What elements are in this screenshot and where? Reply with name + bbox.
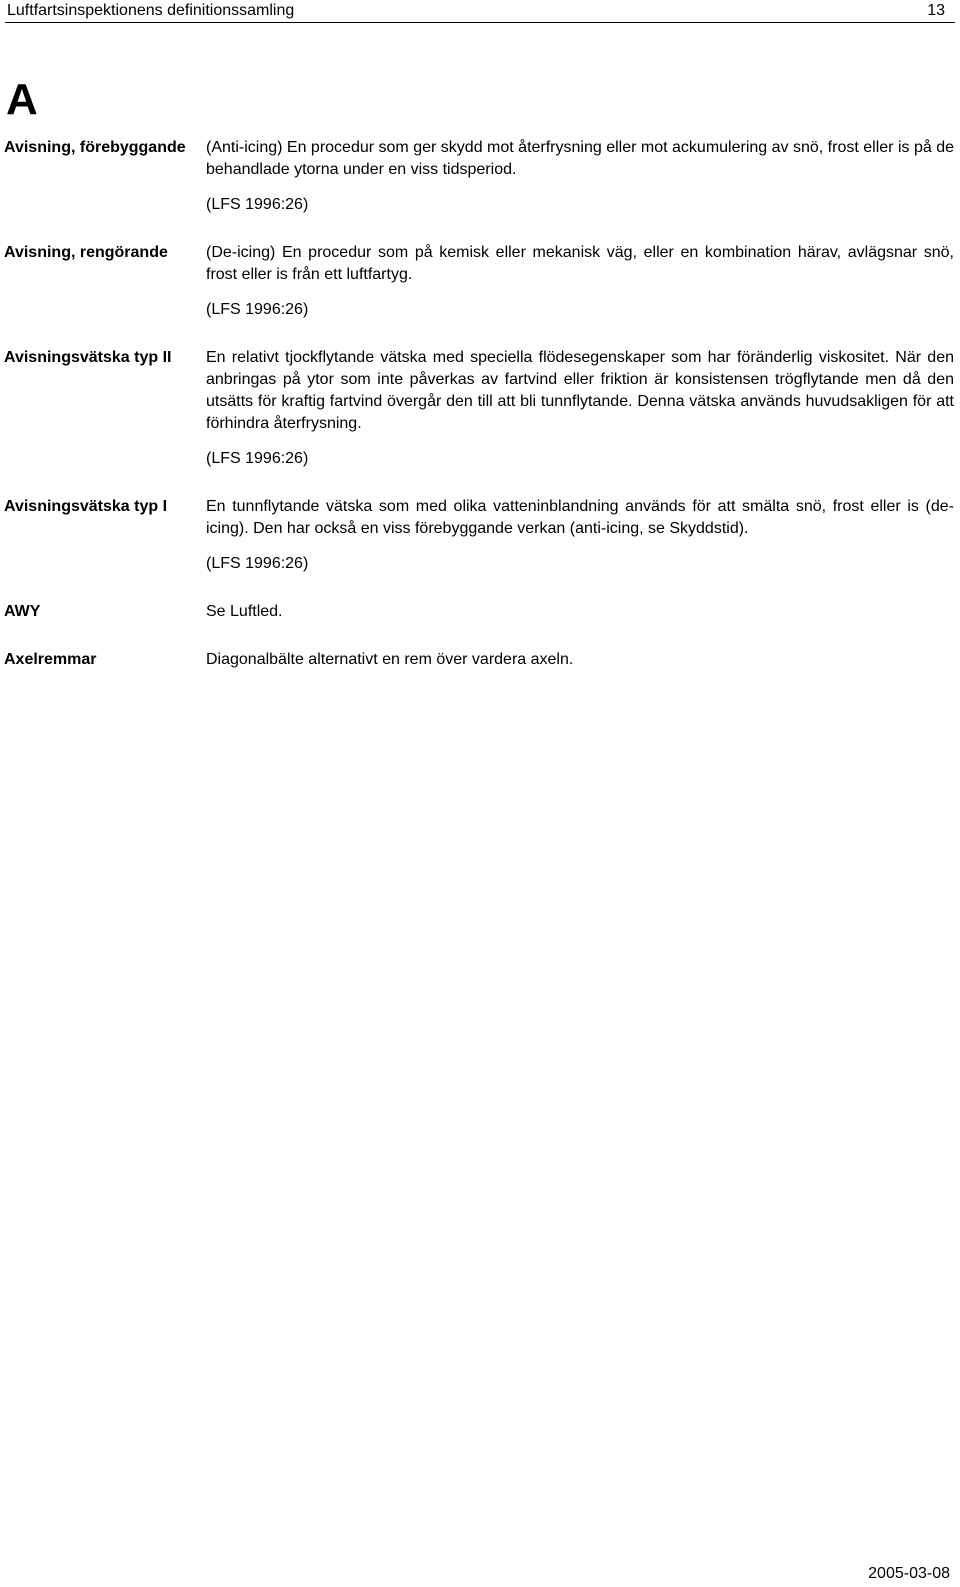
definition-text: En relativt tjockflytande vätska med speciella flödesegenskaper som har föränderlig viskositet. När den anbringas på ytor som inte påverkas av fartvind eller friktion är konsistensen trögflytande men då den utsätts för kraftig fartvind övergår den till att bli tunnflytande. Denna vätska används huvudsakligen för att förhindra återfrysning. (206, 349, 954, 432)
term: Axelremmar (4, 651, 97, 668)
definition-body (206, 242, 954, 321)
definition-entry (4, 601, 954, 623)
definition-reference: (LFS 1996:26) (206, 196, 309, 213)
definition-text: Se Luftled. (206, 603, 283, 620)
definition-reference: (LFS 1996:26) (206, 555, 309, 572)
definition-body (206, 137, 954, 216)
definition-text: (De-icing) En procedur som på kemisk eller mekanisk väg, eller en kombination härav, avlägsnar snö, frost eller is från ett luftfartyg. (206, 244, 954, 283)
definition-entry (4, 242, 954, 321)
term: Avisningsvätska typ II (4, 349, 172, 366)
definition-reference: (LFS 1996:26) (206, 301, 309, 318)
definition-body (206, 601, 954, 623)
definition-list (4, 137, 954, 697)
page-header (5, 0, 955, 23)
definition-body (206, 347, 954, 470)
definition-reference: (LFS 1996:26) (206, 450, 309, 467)
term: Avisning, förebyggande (4, 139, 186, 156)
definition-text: Diagonalbälte alternativt en rem över vardera axeln. (206, 651, 574, 668)
definition-entry (4, 496, 954, 575)
footer-date: 2005-03-08 (868, 1565, 950, 1582)
page-number: 13 (927, 2, 945, 19)
term: Avisningsvätska typ I (4, 498, 168, 515)
term: Avisning, rengörande (4, 244, 168, 261)
definition-body (206, 649, 954, 671)
definition-entry (4, 347, 954, 470)
definition-text: (Anti-icing) En procedur som ger skydd mot återfrysning eller mot ackumulering av snö, frost eller is på de behandlade ytorna under en viss tidsperiod. (206, 139, 954, 178)
term: AWY (4, 603, 41, 620)
definition-entry (4, 649, 954, 671)
definition-entry (4, 137, 954, 216)
document-title: Luftfartsinspektionens definitionssamling (7, 2, 295, 19)
section-letter: A (6, 75, 38, 124)
definition-text: En tunnflytande vätska som med olika vatteninblandning används för att smälta snö, frost eller is (de-icing). Den har också en viss förebyggande verkan (anti-icing, se Skyddstid). (206, 498, 954, 537)
definition-body (206, 496, 954, 575)
